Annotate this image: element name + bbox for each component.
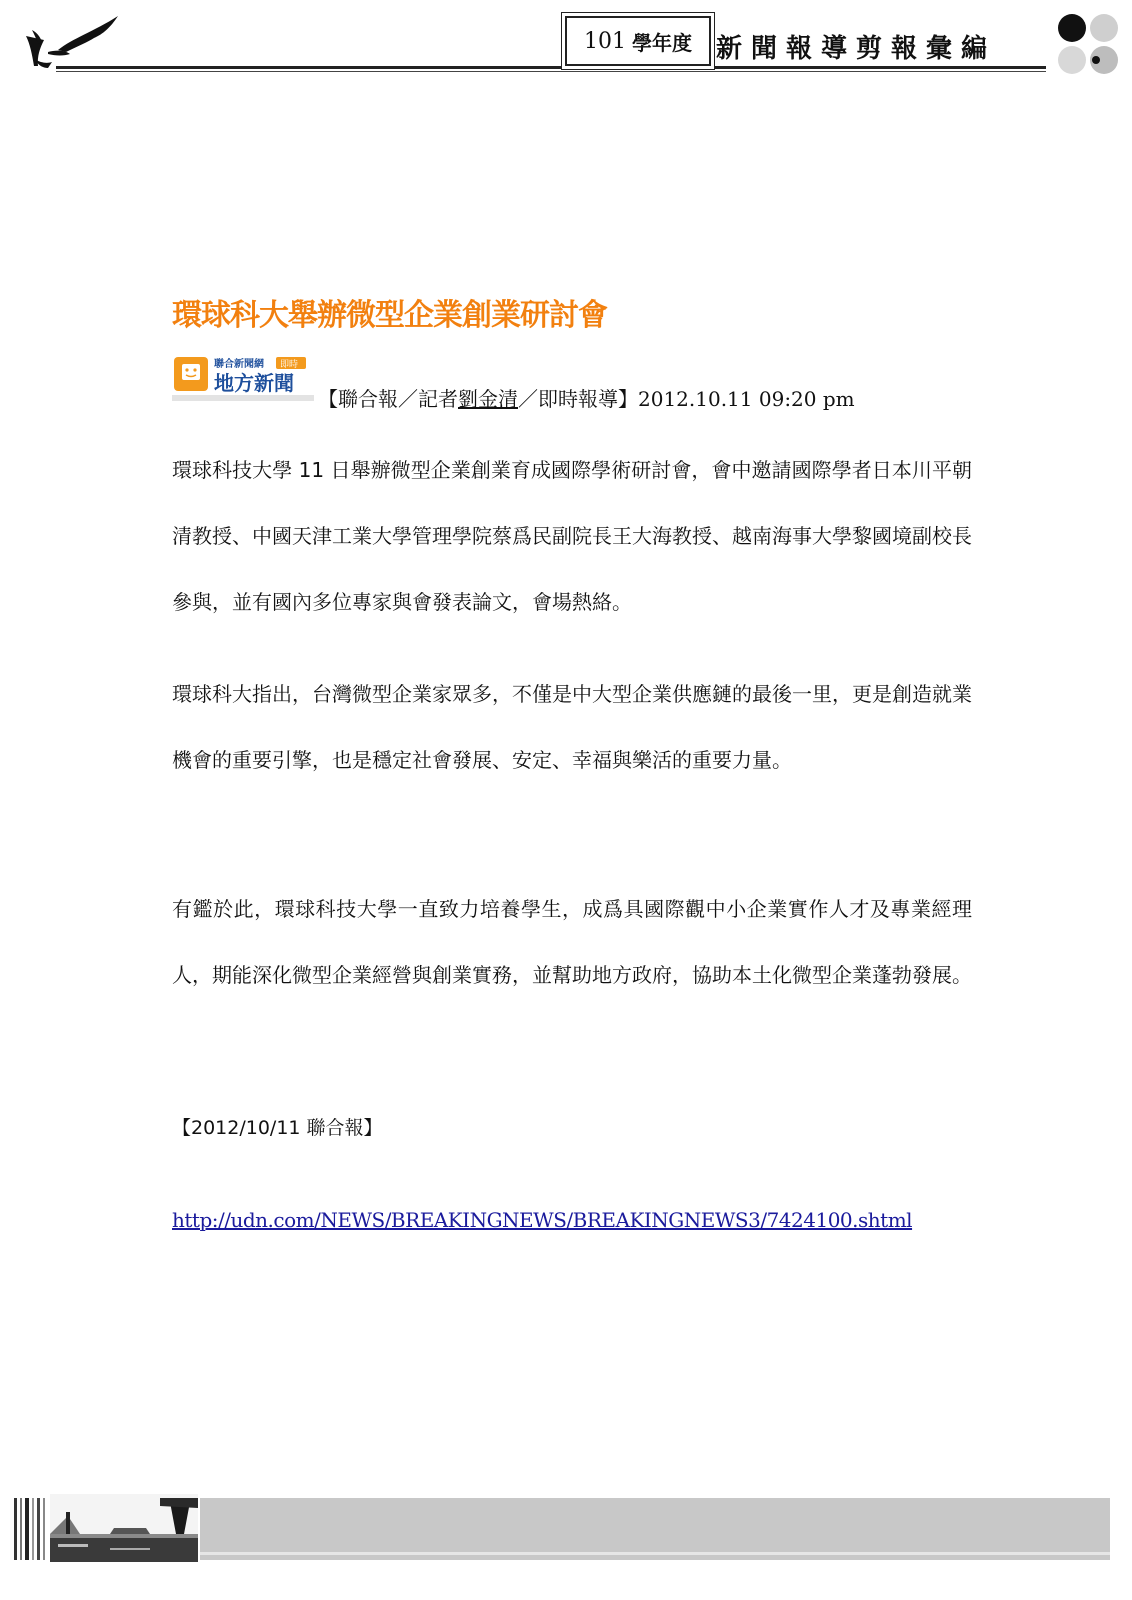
article-paragraph-2: 環球科大指出，台灣微型企業家眾多，不僅是中大型企業供應鏈的最後一里，更是創造就業機會的重要引擎，也是穩定社會發展、安定、幸福與樂活的重要力量。 [172,682,972,772]
header-rule [56,66,1046,69]
svg-text:即時: 即時 [280,360,299,370]
article-byline [318,383,855,412]
footer-bar-highlight [200,1552,1110,1555]
reporter-name: 劉金清 [458,387,518,411]
footer-campus-photo [50,1494,198,1562]
collection-title: 新聞報導剪報彙編 [716,34,997,64]
circles-emblem-icon [1056,12,1120,76]
source-url-link[interactable]: http://udn.com/NEWS/BREAKINGNEWS/BREAKINGNEWS3/7424100.shtml [172,1208,913,1232]
academic-year-suffix: 學年度 [632,30,692,55]
article-paragraph-3: 有鑑於此，環球科技大學一直致力培養學生，成爲具國際觀中小企業實作人才及專業經理人，期能深化微型企業經營與創業實務，並幫助地方政府，協助本土化微型企業蓬勃發展。 [172,897,972,987]
article-title: 環球科大舉辦微型企業創業研討會 [172,298,607,333]
byline-suffix: ／即時報導】2012.10.11 09:20 pm [518,387,855,411]
svg-text:聯合新聞網: 聯合新聞網 [214,359,264,370]
academic-year-number: 101 [584,28,626,54]
byline-prefix: 【聯合報／記者 [318,387,458,411]
academic-year-box [565,16,711,66]
source-date-line: 【2012/10/11 聯合報】 [172,1117,383,1139]
svg-text:地方新聞: 地方新聞 [214,371,294,395]
eagle-logo-icon [18,10,128,74]
udn-local-news-logo [172,355,314,405]
footer-stripes-decoration [14,1498,48,1560]
header-rule-thin [56,71,1046,72]
footer-bar [200,1498,1110,1560]
article-paragraph-1: 環球科技大學 11 日舉辦微型企業創業育成國際學術研討會，會中邀請國際學者日本川平朝清教授、中國天津工業大學管理學院蔡爲民副院長王大海教授、越南海事大學黎國境副校長參與，並有國內多位專家與會發表論文，會場熱絡。 [172,458,972,614]
